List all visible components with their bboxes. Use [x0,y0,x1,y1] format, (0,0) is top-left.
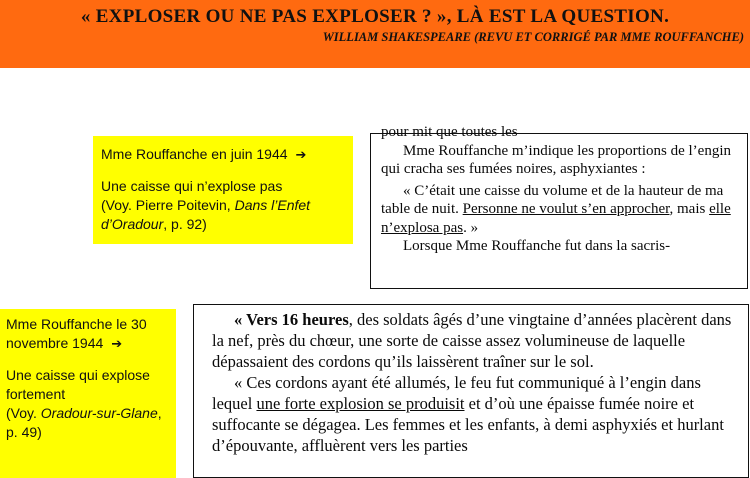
paragraph-text: « Ces cordons ayant été allumés, le feu fut communiqué à l’engin dans lequel [212,373,701,413]
arrow-right-icon: ➔ [111,337,123,352]
caption-date: Mme Rouffanche le 30 novembre 1944 [6,316,147,351]
caption-reference [6,404,170,442]
bold-text: « Vers 16 heures [234,310,349,329]
excerpt-paragraph [212,372,742,456]
paragraph-text: et d’où une épaisse fumée noire et suffocante se dégagea. Les femmes et les enfants, à demi asphyxiés et hurlant d’épouvante, affluèrent vers les parties [212,394,724,455]
caption-reference [101,196,345,234]
caption-summary: Une caisse qui n’explose pas [101,178,283,194]
reference-title: Oradour-sur-Glane [40,405,158,421]
excerpt-poitevin [370,124,748,289]
excerpt-paragraph: Mme Rouffanche m’indique les proportions de l’engin qui cracha ses fumées noires, asphyxiantes : [381,142,731,177]
caption-summary: Une caisse qui explose fortement [6,367,150,402]
reference-title: Dans l’Enfet d’Oradour [101,197,311,232]
paragraph-text: , des soldats âgés d’une vingtaine d’années placèrent dans la nef, près du chœur, une sorte de caisse assez volumineuse de laquelle dépassaient des cordons qu’ils laissèrent traîner sur le sol. [212,310,732,371]
excerpt-cutoff-line: pour mit que toutes les [381,124,518,140]
header-banner [0,0,750,68]
reference-suffix: , p. 92) [163,216,207,232]
quote-text: , mais [669,201,710,217]
attribution: WILLIAM SHAKESPEARE (REVU ET CORRIGÉ PAR MME ROUFFANCHE) [322,30,744,44]
excerpt-quote [381,182,739,238]
underlined-text: Personne ne voulut s’en approcher [462,201,670,217]
excerpt-paragraph: Lorsque Mme Rouffanche fut dans la sacris- [403,238,671,254]
caption-date-line [101,145,345,165]
caption-november-1944 [0,309,176,478]
excerpt-oradour-sur-glane [193,304,749,478]
caption-june-1944 [93,136,353,244]
quote-text: « C’était une caisse du volume et de la hauteur de ma table de nuit. [381,182,724,217]
caption-date: Mme Rouffanche en juin 1944 [101,146,288,162]
caption-date-line [6,315,170,354]
page-title: « EXPLOSER OU NE PAS EXPLOSER ? », LÀ EST LA QUESTION. [80,6,670,27]
underlined-text: elle n’explosa pas [381,201,731,236]
underlined-text: une forte explosion se produisit [256,394,465,413]
reference-suffix: , p. 49) [6,405,162,440]
quote-text: . » [463,219,479,236]
reference-prefix: (Voy. [6,405,41,421]
arrow-right-icon: ➔ [295,148,307,163]
reference-prefix: (Voy. Pierre Poitevin, [101,197,235,213]
excerpt-paragraph [212,309,742,372]
